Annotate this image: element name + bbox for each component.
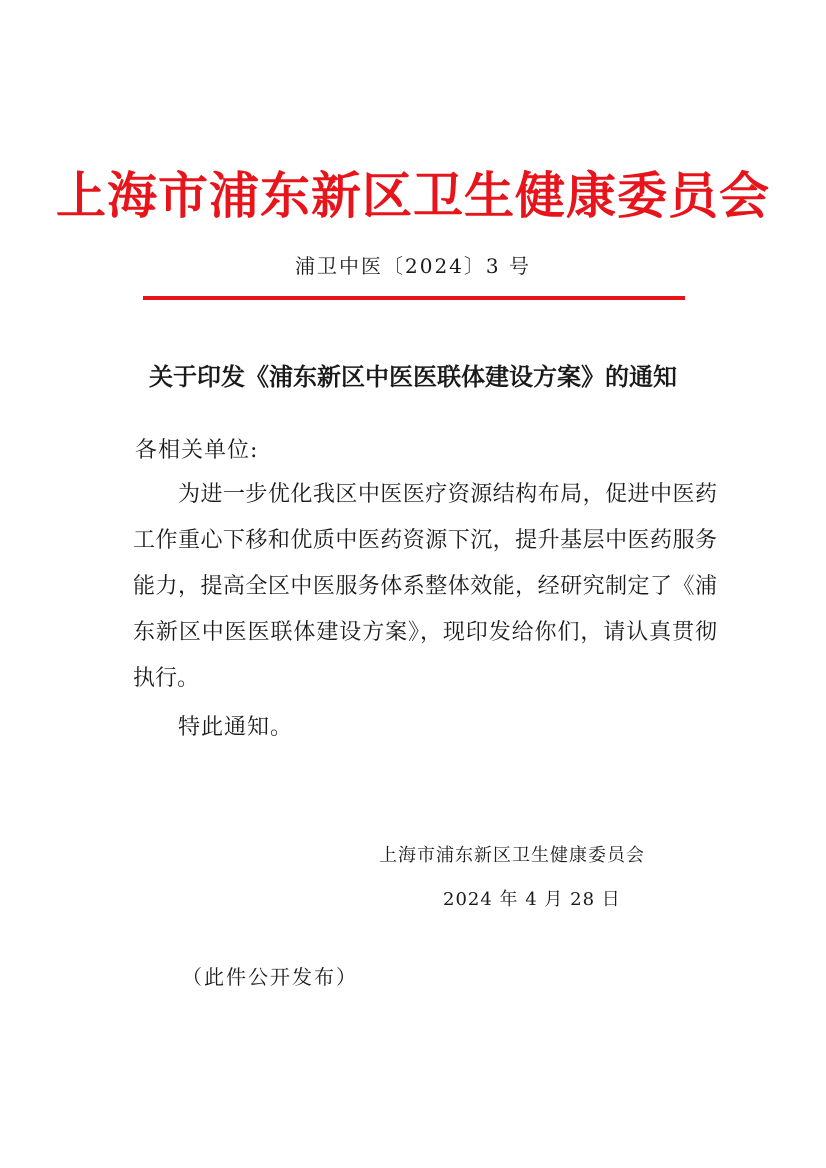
signature-organization: 上海市浦东新区卫生健康委员会 xyxy=(379,845,645,866)
publication-note: （此件公开发布） xyxy=(182,965,358,989)
body-line-3: 能力，提高全区中医服务体系整体效能，经研究制定了《浦 xyxy=(133,574,717,599)
red-divider-rule xyxy=(143,296,685,300)
body-line-4: 东新区中医医联体建设方案》，现印发给你们，请认真贯彻 xyxy=(133,620,717,645)
closing-line: 特此通知。 xyxy=(178,715,294,740)
body-line-2: 工作重心下移和优质中医药资源下沉，提升基层中医药服务 xyxy=(133,528,717,553)
document-title: 关于印发《浦东新区中医医联体建设方案》的通知 xyxy=(149,363,677,391)
body-line-5: 执行。 xyxy=(133,666,200,691)
document-number: 浦卫中医〔2024〕3 号 xyxy=(295,254,531,278)
body-line-1: 为进一步优化我区中医医疗资源结构布局，促进中医药 xyxy=(178,482,717,507)
salutation: 各相关单位: xyxy=(135,438,259,463)
signature-date: 2024 年 4 月 28 日 xyxy=(443,889,621,910)
header-organization: 上海市浦东新区卫生健康委员会 xyxy=(56,166,770,225)
